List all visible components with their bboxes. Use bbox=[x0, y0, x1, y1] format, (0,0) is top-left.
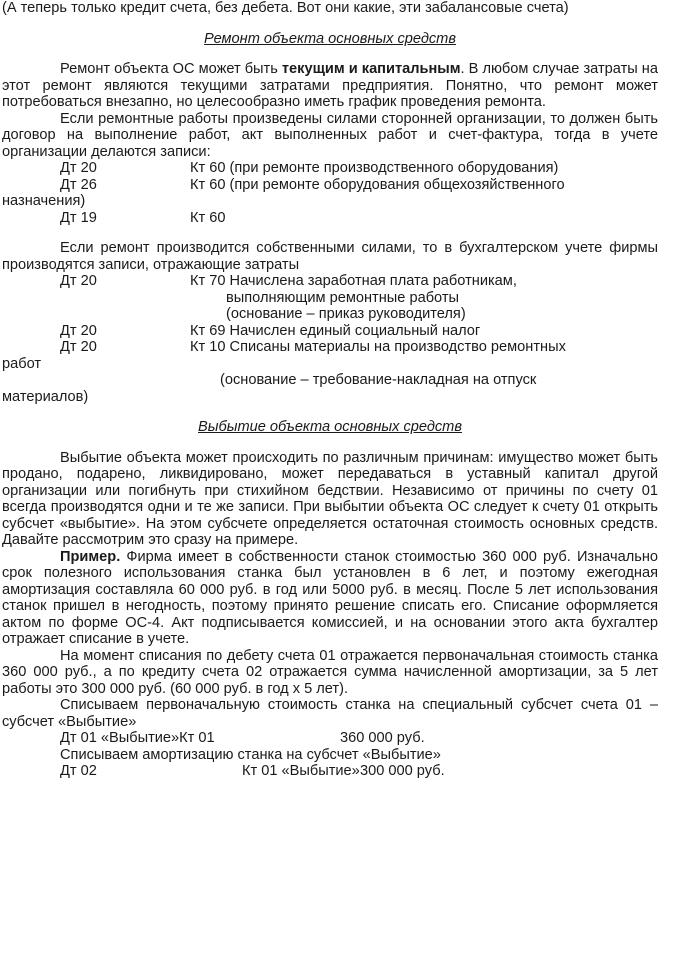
paragraph-text: . В любом случае затраты на этот ремонт являются текущими затратами предприятия. Понятно, что ремонт может потребоваться внезапно, но целесообразно иметь график проведения ремонта. bbox=[2, 61, 658, 110]
credit-account: Кт 60 (при ремонте оборудования общехозяйственного bbox=[190, 176, 565, 193]
entry-continuation: (основание – приказ руководителя) bbox=[226, 306, 466, 322]
journal-entry bbox=[2, 177, 658, 194]
section-heading-disposal: Выбытие объекта основных средств bbox=[198, 419, 462, 435]
journal-entry bbox=[2, 323, 658, 340]
paragraph-write-initial: Списываем первоначальную стоимость станка на специальный субсчет счета 01 – субсчет «Выбытие» bbox=[2, 697, 658, 730]
debit-account: Дт 01 «Выбытие»Кт 01 bbox=[60, 730, 215, 746]
debit-account: Дт 02 bbox=[60, 763, 97, 779]
entry-continuation: (основание – требование-накладная на отпуск bbox=[220, 372, 537, 388]
journal-entry bbox=[2, 160, 658, 177]
paragraph-third-party: Если ремонтные работы произведены силами сторонней организации, то должен быть договор на выполнение работ, акт выполненных работ и счет-фактура, тогда в учете организации делаются записи: bbox=[2, 110, 658, 160]
journal-entry bbox=[2, 730, 658, 747]
paragraph-disposal: Выбытие объекта может происходить по различным причинам: имущество может быть продано, подарено, ликвидировано, может передаваться в уставный капитал другой организации или погибнуть при стихийном бедствии. Независимо от причины по счету 01 всегда производятся одни и те же записи. При выбытии объекта ОС следует к счету 01 открыть субсчет «выбытие». На этом субсчете определяется остаточная стоимость основных средств. Давайте рассмотрим это сразу на примере. bbox=[2, 449, 658, 548]
paragraph-text: Фирма имеет в собственности станок стоимостью 360 000 руб. Изначально срок полезного использования станка был установлен в 6 лет, и поэтому ежегодная амортизация составляла 60 000 руб. в год или 5000 руб. в месяц. После 5 лет использования станок пришел в негодность, поэтому принято решение списать его. Списание оформляется актом по форме ОС-4. Акт подписывается комиссией, и на основании этого акта бухгалтер отражает списание в учете. bbox=[2, 548, 658, 647]
debit-account: Дт 20 bbox=[60, 160, 97, 176]
credit-account: Кт 60 bbox=[190, 209, 226, 226]
entry-continuation: назначения) bbox=[2, 193, 86, 209]
entry-continuation: выполняющим ремонтные работы bbox=[226, 289, 460, 306]
credit-account: Кт 01 «Выбытие» bbox=[242, 763, 360, 779]
paragraph-own-forces: Если ремонт производится собственными силами, то в бухгалтерском учете фирмы производятся записи, отражающие затраты bbox=[2, 240, 658, 273]
paragraph-example bbox=[2, 549, 658, 648]
intro-text: (А теперь только кредит счета, без дебета. Вот они какие, эти забалансовые счета) bbox=[2, 0, 569, 16]
entry-amount: 300 000 руб. bbox=[360, 763, 445, 779]
debit-account: Дт 19 bbox=[60, 209, 97, 226]
paragraph-repair-types bbox=[2, 61, 658, 111]
journal-entry bbox=[2, 339, 658, 356]
entry-continuation: работ bbox=[2, 355, 42, 372]
debit-account: Дт 20 bbox=[60, 339, 97, 355]
entry-continuation: материалов) bbox=[2, 388, 89, 405]
section-heading-repair: Ремонт объекта основных средств bbox=[204, 30, 456, 47]
credit-account: Кт 60 (при ремонте производственного оборудования) bbox=[190, 160, 559, 176]
bold-text: Пример. bbox=[60, 548, 121, 565]
paragraph-text: Ремонт объекта ОС может быть bbox=[60, 61, 282, 77]
journal-entry bbox=[2, 210, 658, 227]
bold-text: текущим и капитальным bbox=[281, 61, 461, 77]
credit-account: Кт 10 Списаны материалы на производство ремонтных bbox=[190, 339, 566, 355]
debit-account: Дт 26 bbox=[60, 176, 97, 193]
credit-account: Кт 70 Начислена заработная плата работникам, bbox=[190, 273, 517, 289]
credit-account: Кт 69 Начислен единый социальный налог bbox=[190, 322, 481, 339]
paragraph-write-amortization: Списываем амортизацию станка на субсчет «Выбытие» bbox=[60, 746, 441, 763]
entry-amount: 360 000 руб. bbox=[340, 730, 425, 746]
journal-entry bbox=[2, 763, 658, 780]
journal-entry bbox=[2, 273, 658, 290]
debit-account: Дт 20 bbox=[60, 273, 97, 289]
debit-account: Дт 20 bbox=[60, 322, 97, 339]
paragraph-writeoff: На момент списания по дебету счета 01 отражается первоначальная стоимость станка 360 000 руб., а по кредиту счета 02 отражается сумма начисленной амортизации, за 5 лет работы это 300 000 руб. (60 000 руб. в год х 5 лет). bbox=[2, 647, 658, 697]
